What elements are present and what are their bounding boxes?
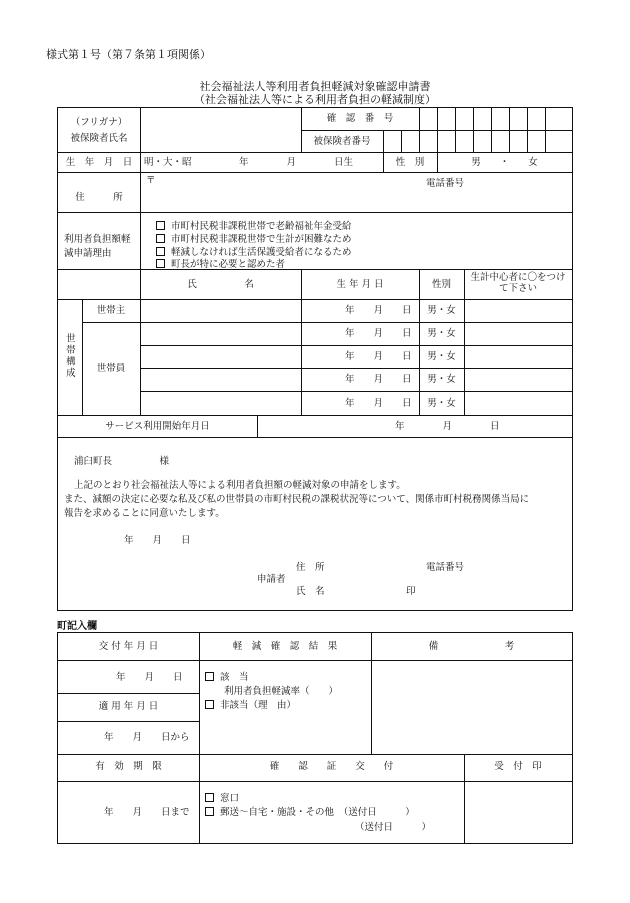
sex-value[interactable]: 男 ・ 女	[471, 157, 538, 168]
reason-option-2[interactable]: 市町村民税非課税世帯で生計が困難なため	[156, 234, 352, 246]
checkbox-icon[interactable]	[205, 793, 214, 802]
issue-date-header: 交 付 年 月 日	[98, 641, 159, 652]
reduction-rate[interactable]: 利用者負担軽減率（ ）	[224, 686, 339, 697]
household-row-date[interactable]: 年 月 日	[345, 351, 412, 362]
checkbox-icon[interactable]	[156, 247, 165, 256]
household-row-sex[interactable]: 男・女	[427, 398, 456, 409]
apply-date-header: 適 用 年 月 日	[98, 701, 159, 712]
declaration-line-2: また、減額の決定に必要な私及び私の世帯員の市町村民税の課税状況等について、関係市町村税務関係当局に	[64, 494, 530, 505]
applicant-label: 申請者	[257, 574, 286, 585]
household-row-date[interactable]: 年 月 日	[345, 374, 412, 385]
delivery-mail[interactable]: 郵送～自宅・施設・その他 （送付日 ）	[205, 807, 415, 819]
household-section-label: 世帯構成	[63, 333, 75, 379]
household-row-date[interactable]: 年 月 日	[345, 328, 412, 339]
result-applicable[interactable]: 該 当	[205, 672, 249, 684]
application-table	[57, 107, 573, 611]
result-not-applicable[interactable]: 非該当（理 由）	[205, 700, 296, 712]
document-title: 社会福祉法人等利用者負担軽減対象確認申請書	[199, 80, 431, 93]
validity-header: 有 効 期 限	[95, 761, 162, 772]
checkbox-icon[interactable]	[156, 234, 165, 243]
seal-mark: 印	[406, 586, 416, 597]
household-member-label: 世帯員	[96, 363, 126, 374]
addressee: 浦臼町長 様	[74, 456, 170, 467]
insured-name-label: 被保険者氏名	[70, 133, 128, 144]
household-row-date[interactable]: 年 月 日	[345, 305, 412, 316]
applicant-name-label: 氏 名	[296, 586, 325, 597]
service-start-label: サービス利用開始年月日	[105, 421, 210, 432]
declaration-line-3: 報告を求めることに同意いたします。	[64, 508, 225, 519]
household-birth-header: 生 年 月 日	[336, 279, 384, 290]
reason-label: 利用者負担額軽減申請理由	[64, 234, 131, 259]
applicant-phone-label: 電話番号	[426, 562, 465, 573]
household-name-header: 氏 名	[187, 279, 254, 290]
document-subtitle: （社会福祉法人等による利用者負担の軽減制度）	[194, 93, 436, 106]
checkbox-icon[interactable]	[205, 700, 214, 709]
household-row-sex[interactable]: 男・女	[427, 374, 456, 385]
certificate-header: 確 認 証 交 付	[269, 761, 394, 772]
delivery-date-2[interactable]: （送付日 ）	[355, 822, 432, 833]
receipt-stamp-header: 受 付 印	[494, 761, 542, 772]
reason-option-3[interactable]: 軽減しなければ生活保護受給者になるため	[156, 247, 352, 259]
applicant-address-label: 住 所	[296, 562, 325, 573]
delivery-window[interactable]: 窓口	[205, 793, 239, 805]
issue-date-value[interactable]: 年 月 日	[116, 672, 183, 683]
reason-option-1[interactable]: 市町村民税非課税世帯で老齢福祉年金受給	[156, 221, 352, 233]
birthdate-value[interactable]: 明・大・昭 年 月 日生	[144, 157, 354, 168]
household-sex-header: 性別	[431, 279, 451, 290]
furigana-label: （フリガナ）	[70, 117, 128, 128]
postal-mark: 〒	[146, 175, 156, 186]
result-header: 軽 減 確 認 結 果	[232, 641, 338, 652]
household-row-sex[interactable]: 男・女	[427, 351, 456, 362]
checkbox-icon[interactable]	[205, 672, 214, 681]
checkbox-icon[interactable]	[205, 807, 214, 816]
form-number: 様式第１号（第７条第１項関係）	[46, 48, 211, 61]
address-label: 住 所	[75, 192, 123, 203]
service-start-value[interactable]: 年 月 日	[395, 421, 500, 432]
phone-label: 電話番号	[426, 178, 465, 189]
apply-date-value[interactable]: 年 月 日から	[104, 732, 190, 743]
household-row-date[interactable]: 年 月 日	[345, 398, 412, 409]
reason-option-4[interactable]: 町長が特に必要と認めた者	[156, 259, 285, 271]
office-use-table	[57, 632, 573, 844]
sex-label: 性 別	[395, 157, 425, 168]
validity-value[interactable]: 年 月 日まで	[104, 807, 190, 818]
household-head-label: 世帯主	[96, 305, 126, 316]
birthdate-label: 生 年 月 日	[65, 157, 133, 168]
office-section-title: 町記入欄	[57, 621, 97, 632]
checkbox-icon[interactable]	[156, 221, 165, 230]
household-row-sex[interactable]: 男・女	[427, 328, 456, 339]
confirm-number-label: 確 認 番 号	[326, 113, 394, 124]
declaration-date[interactable]: 年 月 日	[124, 535, 191, 546]
household-row-sex[interactable]: 男・女	[427, 305, 456, 316]
remarks-header: 備 考	[428, 641, 515, 652]
declaration-line-1: 上記のとおり社会福祉法人等による利用者負担額の軽減対象の申請をします。	[74, 480, 406, 491]
household-note-header: 生計中心者に〇をつけて下さい	[470, 272, 566, 295]
insured-number-label: 被保険者番号	[313, 136, 371, 147]
checkbox-icon[interactable]	[156, 259, 165, 268]
